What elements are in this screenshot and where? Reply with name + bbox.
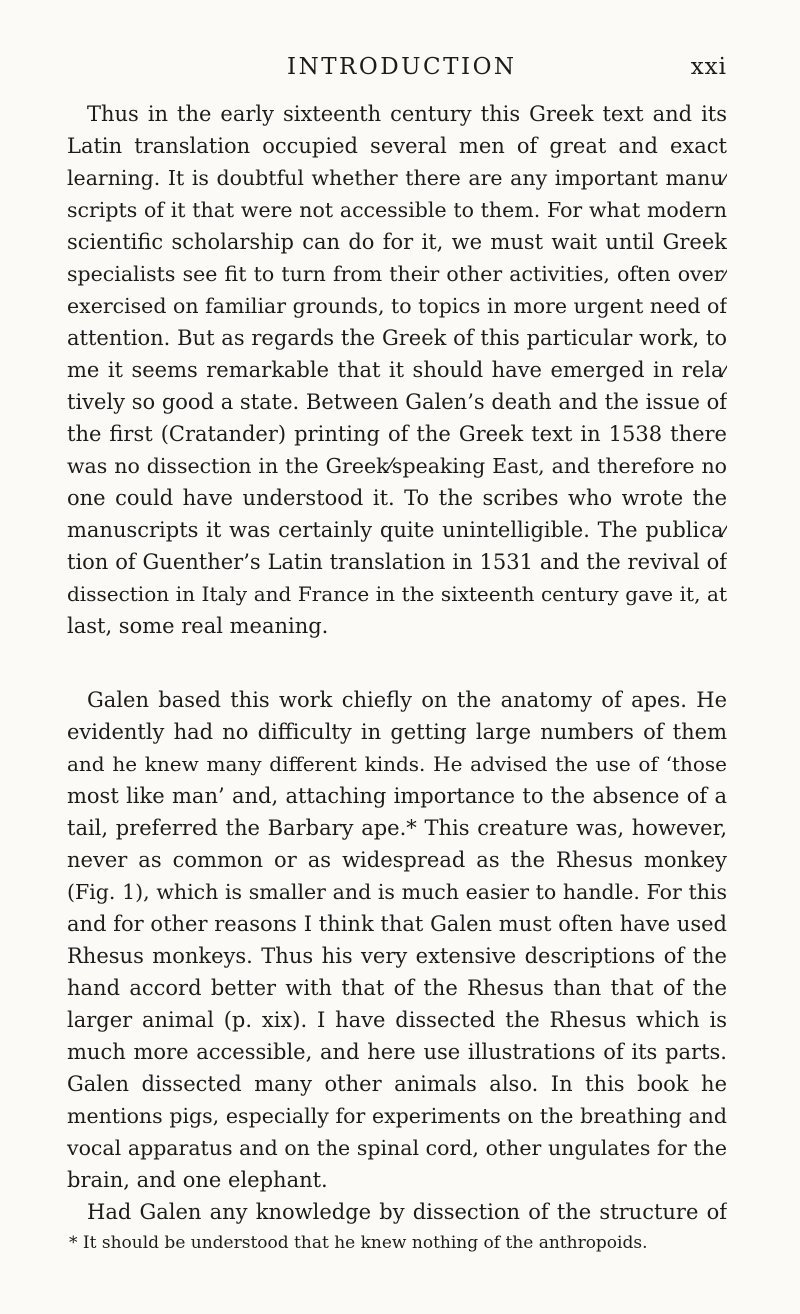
- text-line: most like man’ and, attaching importance to the absence of a: [67, 784, 727, 808]
- text-line: the first (Cratander) printing of the Greek text in 1538 there: [67, 422, 727, 446]
- text-line: Galen based this work chiefly on the anatomy of apes. He: [87, 688, 727, 712]
- text-line: was no dissection in the Greek⁄speaking East, and therefore no: [67, 454, 727, 478]
- text-line: hand accord better with that of the Rhesus than that of the: [67, 976, 727, 1000]
- text-line: brain, and one elephant.: [67, 1168, 328, 1192]
- text-line: evidently had no difficulty in getting large numbers of them: [67, 720, 727, 744]
- text-line: scientific scholarship can do for it, we must wait until Greek: [67, 230, 727, 254]
- text-line: tion of Guenther’s Latin translation in 1531 and the revival of: [67, 550, 727, 574]
- text-line: Rhesus monkeys. Thus his very extensive descriptions of the: [67, 944, 727, 968]
- text-line: (Fig. 1), which is smaller and is much easier to handle. For this: [67, 880, 727, 904]
- text-line: attention. But as regards the Greek of this particular work, to: [67, 326, 727, 350]
- text-line: manuscripts it was certainly quite unintelligible. The publica⁄: [67, 518, 727, 542]
- page-number: xxi: [690, 54, 727, 80]
- paragraph-2: [67, 684, 727, 1228]
- text-line: vocal apparatus and on the spinal cord, other ungulates for the: [67, 1136, 727, 1160]
- text-line: Had Galen any knowledge by dissection of the structure of: [87, 1200, 727, 1224]
- text-line: tively so good a state. Between Galen’s death and the issue of: [67, 390, 727, 414]
- text-line: Galen dissected many other animals also. In this book he: [67, 1072, 727, 1096]
- text-line: one could have understood it. To the scribes who wrote the: [67, 486, 727, 510]
- text-line: and he knew many different kinds. He advised the use of ‘those: [67, 752, 727, 776]
- footnote: * It should be understood that he knew nothing of the anthropoids.: [69, 1233, 648, 1253]
- text-line: and for other reasons I think that Galen must often have used: [67, 912, 727, 936]
- text-line: tail, preferred the Barbary ape.* This creature was, however,: [67, 816, 727, 840]
- chapter-title: INTRODUCTION: [287, 54, 517, 80]
- text-line: mentions pigs, especially for experiments on the breathing and: [67, 1104, 727, 1128]
- text-line: me it seems remarkable that it should have emerged in rela⁄: [67, 358, 727, 382]
- paragraph-spacer: [67, 642, 727, 684]
- text-line: specialists see fit to turn from their other activities, often over⁄: [67, 262, 727, 286]
- text-line: learning. It is doubtful whether there are any important manu⁄: [67, 166, 727, 190]
- text-line: much more accessible, and here use illustrations of its parts.: [67, 1040, 727, 1064]
- book-page: [67, 54, 727, 1256]
- text-line: Thus in the early sixteenth century this Greek text and its: [87, 102, 727, 126]
- running-head: [67, 54, 727, 98]
- text-line: scripts of it that were not accessible to them. For what modern: [67, 198, 727, 222]
- text-line: dissection in Italy and France in the sixteenth century gave it, at: [67, 582, 727, 606]
- text-line: last, some real meaning.: [67, 614, 329, 638]
- text-line: larger animal (p. xix). I have dissected the Rhesus which is: [67, 1008, 727, 1032]
- text-line: never as common or as widespread as the Rhesus monkey: [67, 848, 727, 872]
- text-line: Latin translation occupied several men of great and exact: [67, 134, 727, 158]
- text-line: exercised on familiar grounds, to topics in more urgent need of: [67, 294, 727, 318]
- paragraph-1: [67, 98, 727, 642]
